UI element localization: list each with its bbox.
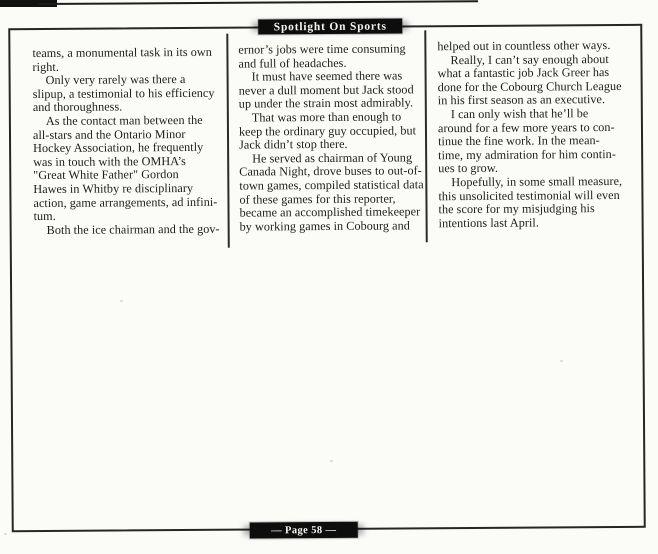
text-line: Only very rarely was there a [45, 72, 186, 88]
text-line: action, game arrangements, ad infini- [33, 194, 218, 210]
text-line: was in touch with the OMHA’s [33, 153, 186, 169]
text-line: teams, a monumental task in its own [32, 44, 212, 61]
text-line: by working games in Cobourg and [239, 218, 410, 234]
text-line: this unsolicited testimonial will even [438, 187, 620, 203]
text-line: the score for my misjudging his [438, 201, 595, 217]
section-banner-title: Spotlight On Sports [273, 20, 387, 33]
text-line: Hockey Association, he frequently [33, 140, 204, 156]
text-line: ernor’s jobs were time consuming [238, 41, 406, 57]
text-line: all-stars and the Ontario Minor [32, 126, 186, 142]
text-line: slipup, a testimonial to his efficiency [32, 85, 215, 101]
text-line: right. [32, 59, 59, 74]
text-line: I can only wish that he’ll be [450, 106, 589, 122]
text-column-1 [32, 46, 231, 238]
scan-speckle [4, 533, 7, 535]
text-line: As the contact man between the [45, 112, 203, 128]
page-number-banner [250, 522, 358, 539]
text-line: keep the ordinary guy occupied, but [238, 122, 417, 139]
text-line: Jack didn’t stop there. [239, 137, 348, 152]
page-number-label: — Page 58 — [271, 524, 337, 536]
text-line: time, my admiration for him contin- [438, 146, 616, 162]
text-column-2 [238, 42, 431, 234]
text-line: He served as chairman of Young [252, 150, 413, 166]
text-line: Both the ice chairman and the gov- [46, 221, 220, 237]
text-line: "Great White Father" Gordon [33, 167, 179, 183]
text-line: became an accomplished timekeeper [239, 204, 421, 220]
scan-edge-line [38, 0, 478, 5]
text-line: Hopefully, in some small measure, [451, 173, 623, 190]
text-line: Hawes in Whitby re disciplinary [33, 180, 194, 196]
text-line: intentions last April. [438, 215, 539, 230]
text-line: ues to grow. [438, 161, 499, 176]
text-line: helped out in countless other ways. [437, 38, 611, 54]
text-line: never a dull moment but Jack stood [238, 82, 414, 98]
text-line: what a fantastic job Jack Greer has [437, 65, 610, 81]
text-line: around for a few more years to con- [437, 119, 615, 135]
text-line: Really, I can’t say enough about [450, 51, 609, 67]
text-line: and thoroughness. [32, 99, 123, 115]
text-line: in his first season as an executive. [437, 92, 606, 108]
text-line: of these games for this reporter, [239, 191, 396, 207]
text-line: That was more than enough to [251, 109, 402, 125]
text-line: It must have seemed there was [251, 68, 403, 84]
section-banner [258, 18, 402, 34]
text-line: and full of headaches. [238, 55, 347, 71]
text-line: tinue the fine work. In the mean- [438, 133, 600, 149]
text-line: Canada Night, drove buses to out-of- [239, 163, 422, 179]
text-column-3 [437, 39, 646, 231]
text-line: town games, compiled statistical data [239, 177, 424, 193]
text-line: done for the Cobourg Church League [437, 78, 622, 95]
article-page [8, 20, 646, 536]
text-line: up under the strain most admirably. [238, 95, 414, 111]
text-line: tum. [33, 209, 56, 224]
